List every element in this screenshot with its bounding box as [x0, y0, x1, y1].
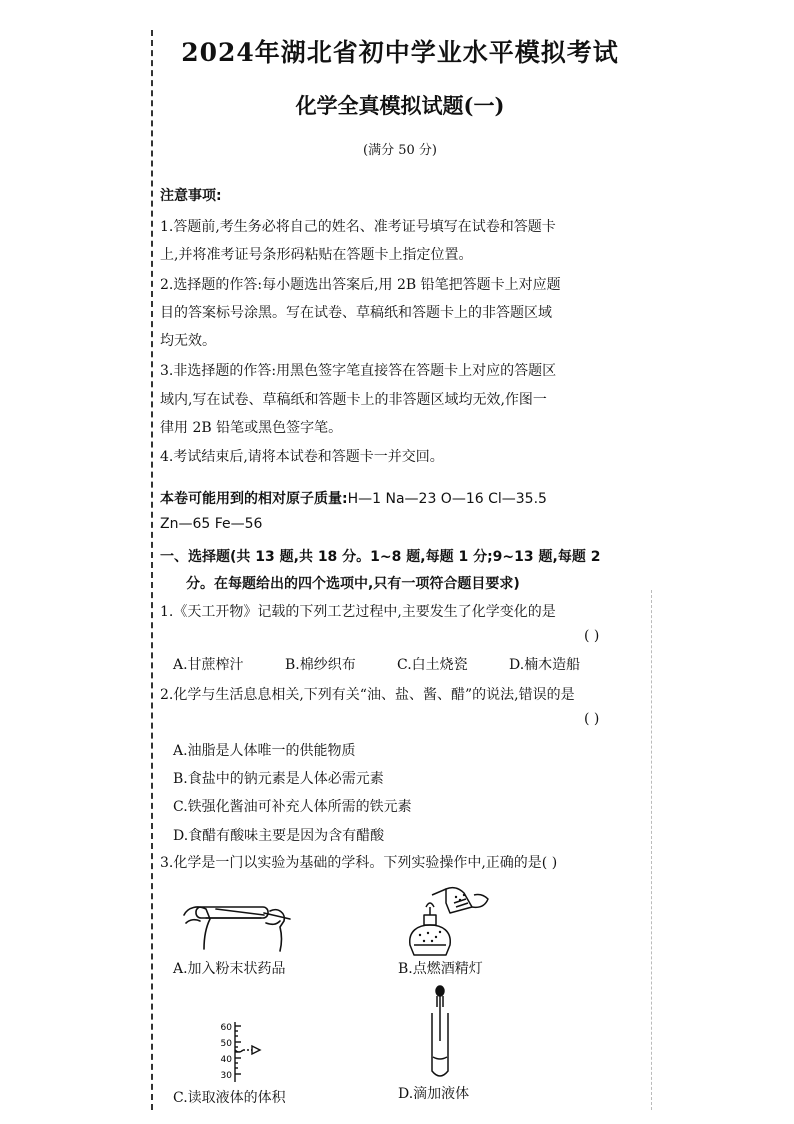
notice-line: 4.考试结束后,请将本试卷和答题卡一并交回。	[160, 449, 444, 465]
figure-d-caption: D.滴加液体	[398, 1086, 470, 1102]
atomic-mass-line-2: Zn—65 Fe—56	[160, 516, 263, 532]
q1-option-b: B.棉纱织布	[285, 657, 356, 673]
answer-parenthesis: ( )	[584, 628, 600, 644]
exam-title: 2024年湖北省初中学业水平模拟考试	[181, 38, 619, 67]
q2-option-c: C.铁强化酱油可补充人体所需的铁元素	[173, 799, 412, 815]
notice-line: 律用 2B 铅笔或黑色签字笔。	[160, 420, 343, 436]
figure-c-cylinder-illustration	[208, 1020, 268, 1084]
notice-line: 3.非选择题的作答:用黑色签字笔直接答在答题卡上对应的答题区	[160, 363, 557, 379]
atomic-mass-values: H—1 Na—23 O—16 Cl—35.5	[347, 491, 547, 507]
figure-d-dropper-illustration	[420, 985, 460, 1081]
cylinder-tick-50: 50	[220, 1039, 232, 1049]
exam-subtitle: 化学全真模拟试题(一)	[295, 93, 505, 118]
figure-a-powder-illustration	[176, 893, 296, 955]
section-heading: 一、选择题(共 13 题,共 18 分。1~8 题,每题 1 分;9~13 题,每题 2	[160, 549, 601, 565]
margin-dashed-line	[651, 590, 652, 1110]
cylinder-tick-40: 40	[220, 1055, 232, 1065]
notice-line: 均无效。	[160, 333, 216, 349]
q1-option-a: A.甘蔗榨汁	[173, 657, 244, 673]
atomic-mass-line	[160, 488, 547, 508]
notice-line: 1.答题前,考生务必将自己的姓名、准考证号填写在试卷和答题卡	[160, 219, 556, 235]
q2-option-d: D.食醋有酸味主要是因为含有醋酸	[173, 828, 385, 844]
question-3-stem: 3.化学是一门以实验为基础的学科。下列实验操作中,正确的是( )	[160, 855, 558, 871]
figure-c-caption: C.读取液体的体积	[173, 1090, 286, 1106]
notice-line: 2.选择题的作答:每小题选出答案后,用 2B 铅笔把答题卡上对应题	[160, 277, 561, 293]
cylinder-tick-60: 60	[220, 1023, 232, 1033]
question-2-stem: 2.化学与生活息息相关,下列有关“油、盐、酱、醋”的说法,错误的是	[160, 687, 575, 703]
notice-line: 域内,写在试卷、草稿纸和答题卡上的非答题区域均无效,作图一	[160, 392, 547, 408]
question-1-stem: 1.《天工开物》记载的下列工艺过程中,主要发生了化学变化的是	[160, 604, 556, 620]
q1-option-c: C.白土烧瓷	[397, 657, 468, 673]
figure-b-caption: B.点燃酒精灯	[398, 961, 483, 977]
q1-option-d: D.楠木造船	[509, 657, 581, 673]
notice-heading: 注意事项:	[160, 188, 222, 204]
q2-option-b: B.食盐中的钠元素是人体必需元素	[173, 771, 384, 787]
q2-option-a: A.油脂是人体唯一的供能物质	[173, 743, 356, 759]
notice-line: 目的答案标号涂黑。写在试卷、草稿纸和答题卡上的非答题区域	[160, 305, 552, 321]
figure-a-caption: A.加入粉末状药品	[173, 961, 286, 977]
atomic-mass-label: 本卷可能用到的相对原子质量:	[160, 491, 348, 507]
full-score: (满分 50 分)	[363, 143, 437, 158]
section-heading-cont: 分。在每题给出的四个选项中,只有一项符合题目要求)	[186, 576, 520, 592]
answer-parenthesis: ( )	[584, 711, 600, 727]
figure-b-alcohol-lamp-illustration	[402, 885, 502, 957]
cylinder-tick-30: 30	[220, 1071, 232, 1081]
binding-dashed-line	[151, 30, 153, 1110]
notice-line: 上,并将准考证号条形码粘贴在答题卡上指定位置。	[160, 247, 473, 263]
